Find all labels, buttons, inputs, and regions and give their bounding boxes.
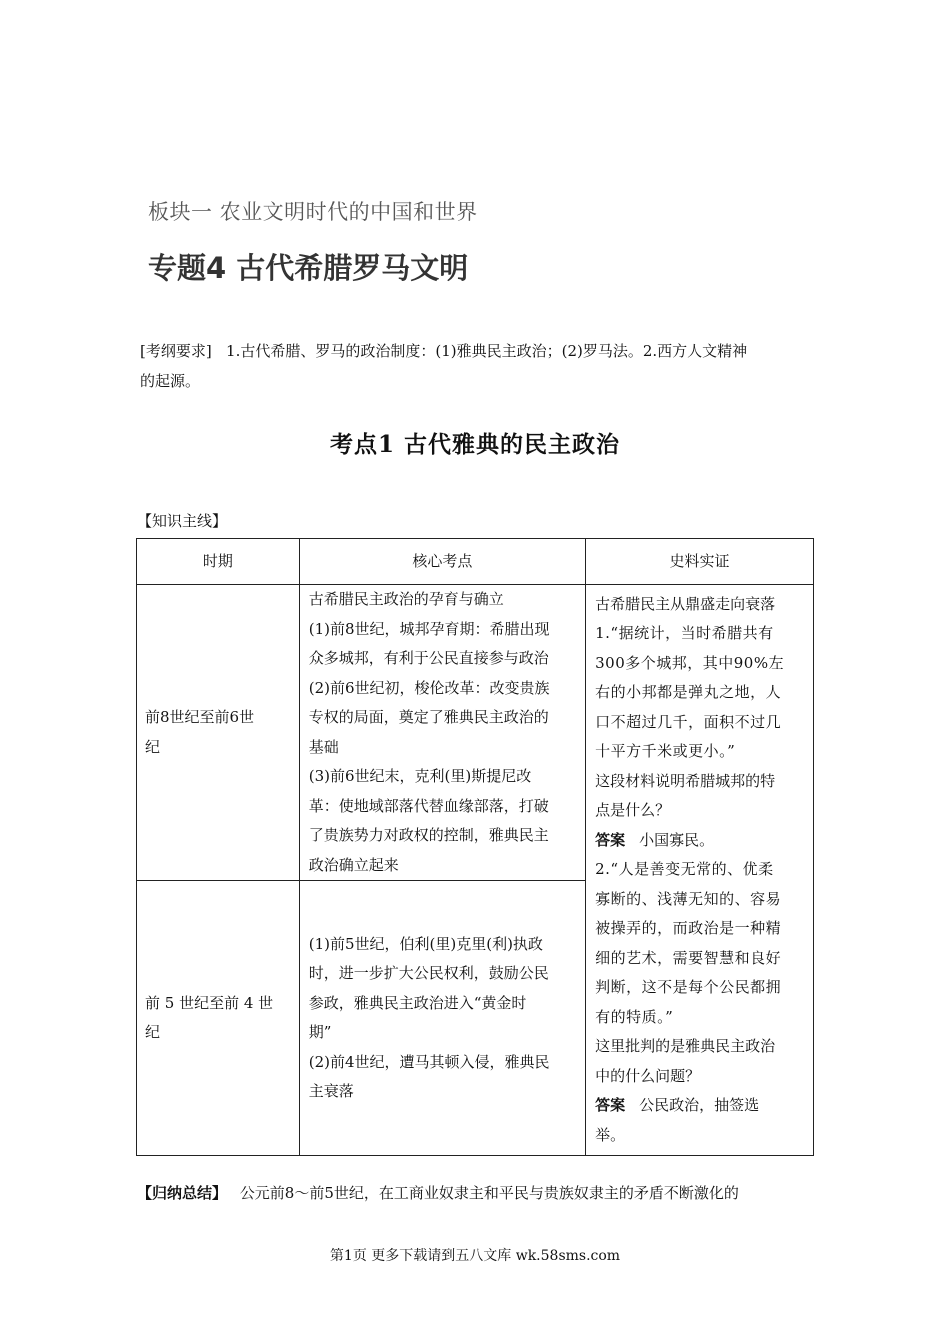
evidence-quote-line: 右的小邦都是弹丸之地，人 [595, 683, 782, 702]
core-line: 专权的局面，奠定了雅典民主政治的 [308, 708, 549, 726]
core-line: 古希腊民主政治的孕育与确立 [308, 590, 504, 608]
evidence-quote-line: 有的特质。” [595, 1007, 674, 1026]
page-footer: 第1页 更多下载请到五八文库 wk.58sms.com [329, 1248, 621, 1264]
evidence-question-line: 点是什么？ [595, 801, 671, 820]
core-cell [299, 585, 585, 881]
evidence-quote-line: 被操弄的，而政治是一种精 [595, 919, 782, 938]
header-evidence: 史料实证 [586, 539, 814, 585]
evidence-quote-line: 寡断的、浅薄无知的、容易 [595, 889, 782, 908]
core-line: 主衰落 [308, 1082, 354, 1100]
summary-label: 【归纳总结】 [137, 1184, 228, 1202]
core-cell [299, 881, 585, 1156]
evidence-question-line: 中的什么问题？ [595, 1066, 701, 1085]
evidence-quote-line: 300多个城邦，其中90%左 [595, 653, 785, 672]
evidence-quote-line: 判断，这不是每个公民都拥 [595, 978, 782, 997]
section-heading: 板块一 农业文明时代的中国和世界 [148, 200, 478, 224]
knowledge-table [136, 538, 814, 1156]
syllabus-line-1: 1.古代希腊、罗马的政治制度：(1)雅典民主政治；(2)罗马法。2.西方人文精神 [226, 342, 748, 360]
answer-label: 答案 [595, 1096, 626, 1115]
core-line: 了贵族势力对政权的控制，雅典民主 [308, 826, 549, 844]
evidence-answer-cont: 举。 [595, 1125, 626, 1144]
core-line: 基础 [308, 737, 339, 756]
evidence-question-line: 这段材料说明希腊城邦的特 [595, 771, 776, 790]
header-period: 时期 [137, 539, 300, 585]
core-line: 革：使地域部落代替血缘部落，打破 [308, 796, 549, 815]
core-line: 政治确立起来 [308, 855, 399, 874]
core-line: (2)前6世纪初，梭伦改革：改变贵族 [308, 678, 550, 697]
topic-title: 专题4 古代希腊罗马文明 [148, 251, 469, 285]
period-line: 前 5 世纪至前 4 世 [145, 993, 274, 1012]
core-line: (1)前8世纪，城邦孕育期：希腊出现 [308, 619, 550, 638]
core-line: 众多城邦，有利于公民直接参与政治 [308, 649, 549, 667]
knowledge-mainline-label: 【知识主线】 [137, 512, 228, 530]
evidence-answer [595, 1091, 804, 1121]
summary-paragraph [137, 1182, 739, 1203]
core-line: 期” [308, 1023, 332, 1041]
table-row [137, 585, 814, 881]
period-cell [137, 881, 300, 1156]
period-line: 纪 [145, 1023, 161, 1041]
evidence-answer [595, 826, 804, 856]
header-core-points: 核心考点 [299, 539, 585, 585]
answer-label: 答案 [595, 830, 626, 849]
evidence-quote-line: 细的艺术，需要智慧和良好 [595, 948, 782, 967]
period-line: 纪 [145, 737, 161, 756]
period-cell [137, 585, 300, 881]
period-line: 前8世纪至前6世 [145, 708, 255, 726]
answer-text: 小国寡民。 [639, 830, 715, 849]
point-title: 考点1 古代雅典的民主政治 [329, 431, 620, 458]
core-line: (2)前4世纪，遭马其顿入侵，雅典民 [308, 1052, 550, 1071]
core-line: (3)前6世纪末，克利(里)斯提尼改 [308, 767, 532, 785]
evidence-cell [586, 585, 814, 1156]
core-line: 时，进一步扩大公民权利，鼓励公民 [308, 964, 549, 982]
core-line: (1)前5世纪，伯利(里)克里(利)执政 [308, 934, 543, 953]
evidence-quote-line: 1.“据统计，当时希腊共有 [595, 624, 774, 643]
summary-text: 公元前8～前5世纪，在工商业奴隶主和平民与贵族奴隶主的矛盾不断激化的 [239, 1184, 739, 1202]
evidence-quote-line: 口不超过几千，面积不过几 [595, 712, 782, 731]
syllabus-line-2: 的起源。 [140, 372, 201, 390]
evidence-quote-line: 2.“人是善变无常的、优柔 [595, 860, 774, 879]
core-line: 参政，雅典民主政治进入“黄金时 [308, 993, 527, 1012]
evidence-title: 古希腊民主从鼎盛走向衰落 [595, 594, 776, 613]
answer-text: 公民政治，抽签选 [639, 1096, 760, 1115]
syllabus-label: [考纲要求] [140, 342, 212, 360]
table-header-row [137, 539, 814, 585]
evidence-quote-line: 十平方千米或更小。” [595, 742, 736, 761]
evidence-question-line: 这里批判的是雅典民主政治 [595, 1037, 776, 1056]
syllabus-requirements [140, 336, 820, 396]
